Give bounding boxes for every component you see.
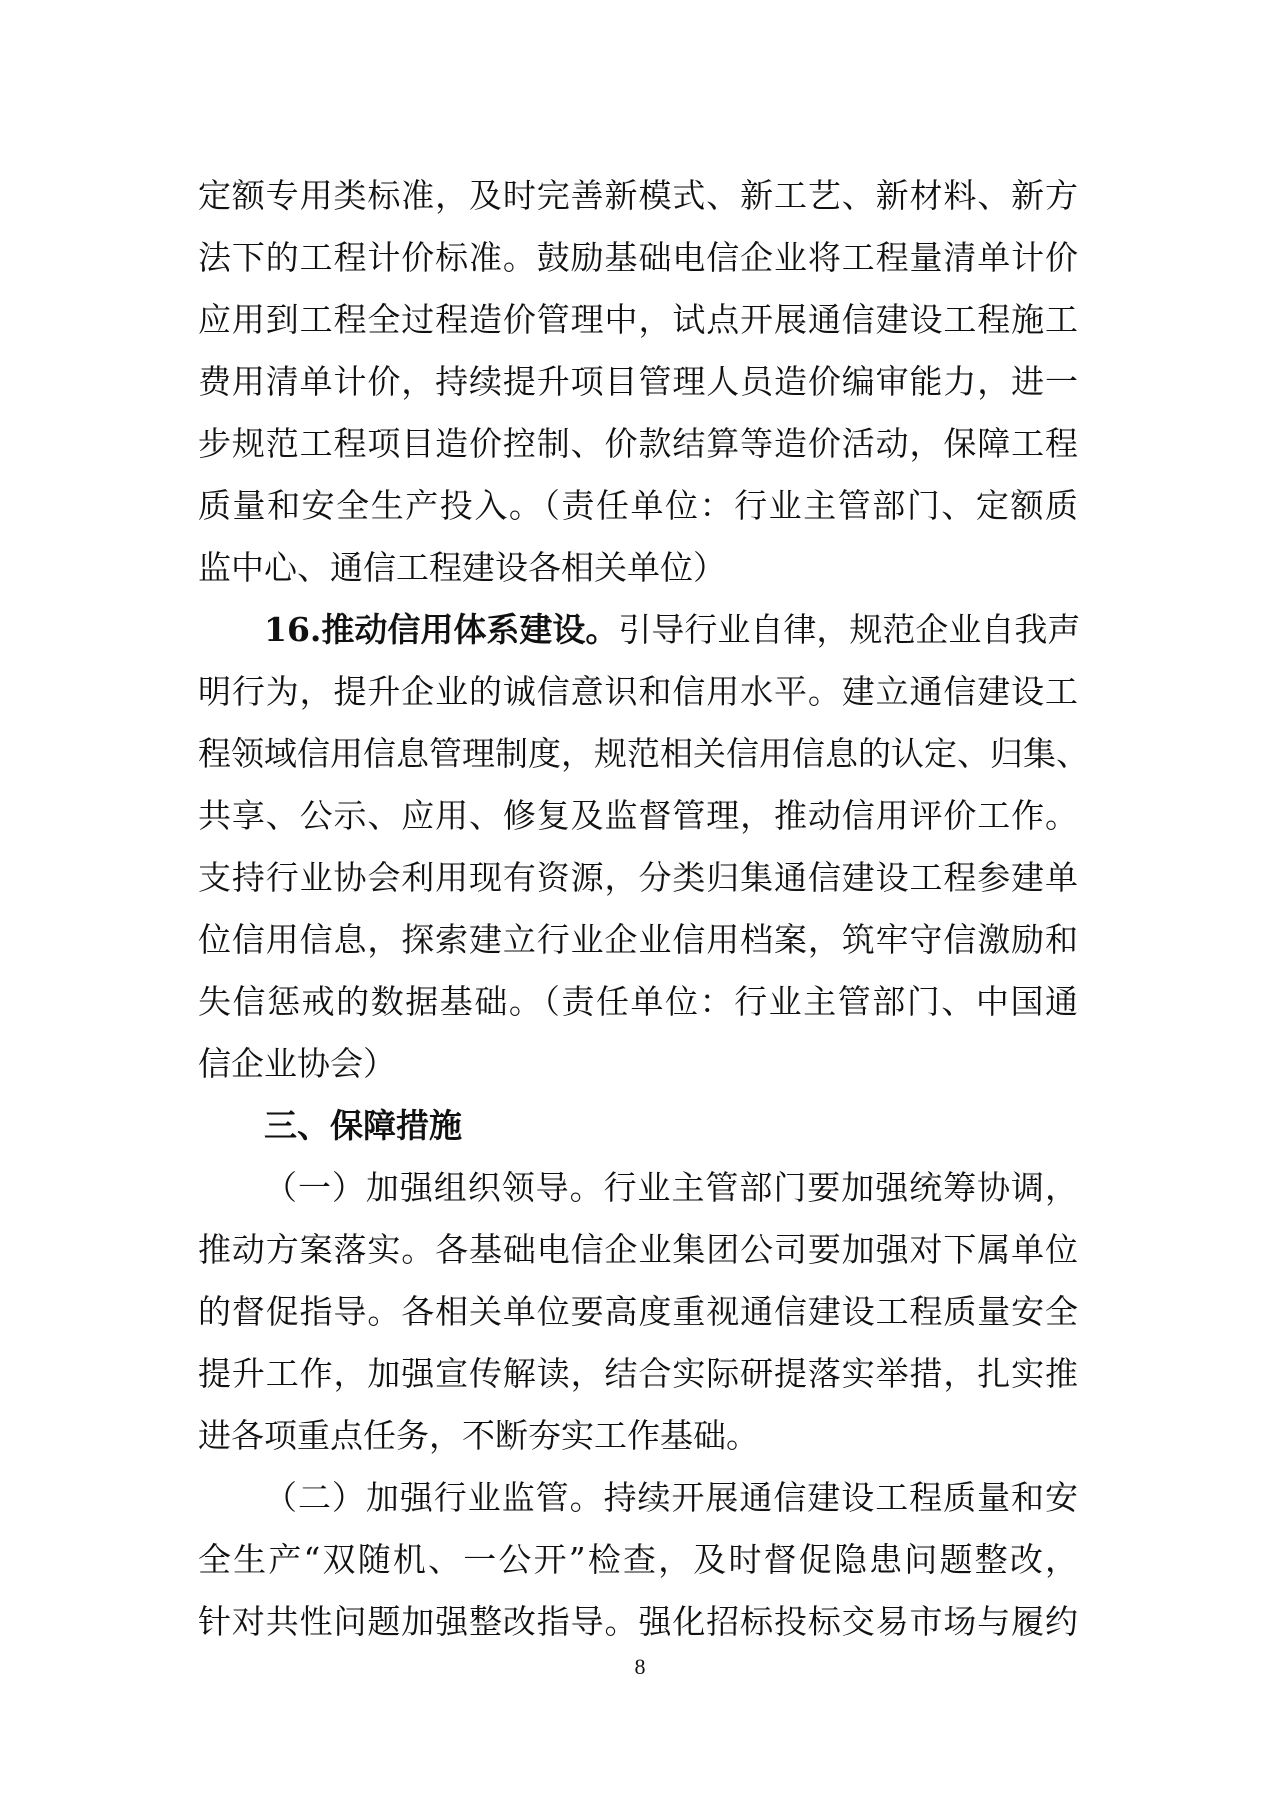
item-title: 16.推动信用体系建设。	[264, 610, 619, 649]
text-line: 监中心、通信工程建设各相关单位）	[198, 548, 726, 587]
text-line: 全生产“双随机、一公开”检查，及时督促隐患问题整改，	[198, 1540, 1078, 1579]
text-line: 提升工作，加强宣传解读，结合实际研提落实举措，扎实推	[198, 1354, 1078, 1393]
text-line: 法下的工程计价标准。鼓励基础电信企业将工程量清单计价	[198, 238, 1078, 277]
paragraph-credit-system	[198, 599, 1089, 1095]
text-line: 质量和安全生产投入。（责任单位：行业主管部门、定额质	[198, 486, 1078, 525]
text-line: 进各项重点任务，不断夯实工作基础。	[198, 1416, 759, 1455]
text-line: 位信用信息，探索建立行业企业信用档案，筑牢守信激励和	[198, 920, 1078, 959]
text-line: 的督促指导。各相关单位要高度重视通信建设工程质量安全	[198, 1292, 1078, 1331]
text-line: 针对共性问题加强整改指导。强化招标投标交易市场与履约	[198, 1602, 1078, 1641]
text-line: 程领域信用信息管理制度，规范相关信用信息的认定、归集、	[198, 734, 1089, 773]
text-line: 明行为，提升企业的诚信意识和信用水平。建立通信建设工	[198, 672, 1078, 711]
text-line: 共享、公示、应用、修复及监督管理，推动信用评价工作。	[198, 796, 1078, 835]
text-line: （一）加强组织领导。行业主管部门要加强统筹协调，	[264, 1168, 1078, 1207]
text-line: （二）加强行业监管。持续开展通信建设工程质量和安	[264, 1478, 1078, 1517]
text-line: 应用到工程全过程造价管理中，试点开展通信建设工程施工	[198, 300, 1078, 339]
text-line: 信企业协会）	[198, 1044, 396, 1083]
paragraph-organization-leadership	[198, 1157, 1078, 1467]
text-line: 支持行业协会利用现有资源，分类归集通信建设工程参建单	[198, 858, 1078, 897]
text-line: 推动方案落实。各基础电信企业集团公司要加强对下属单位	[198, 1230, 1078, 1269]
text-line: 步规范工程项目造价控制、价款结算等造价活动，保障工程	[198, 424, 1078, 463]
paragraph-industry-supervision	[198, 1467, 1078, 1653]
item-text: 引导行业自律，规范企业自我声	[618, 610, 1081, 649]
text-line: 费用清单计价，持续提升项目管理人员造价编审能力，进一	[198, 362, 1078, 401]
text-line	[198, 599, 1081, 661]
page-number: 8	[634, 1654, 646, 1679]
page-body	[198, 165, 1089, 1653]
text-line: 定额专用类标准，及时完善新模式、新工艺、新材料、新方	[198, 176, 1078, 215]
section-heading: 三、保障措施	[264, 1106, 462, 1145]
paragraph-pricing-standards	[198, 165, 1078, 599]
text-line: 失信惩戒的数据基础。（责任单位：行业主管部门、中国通	[198, 982, 1078, 1021]
